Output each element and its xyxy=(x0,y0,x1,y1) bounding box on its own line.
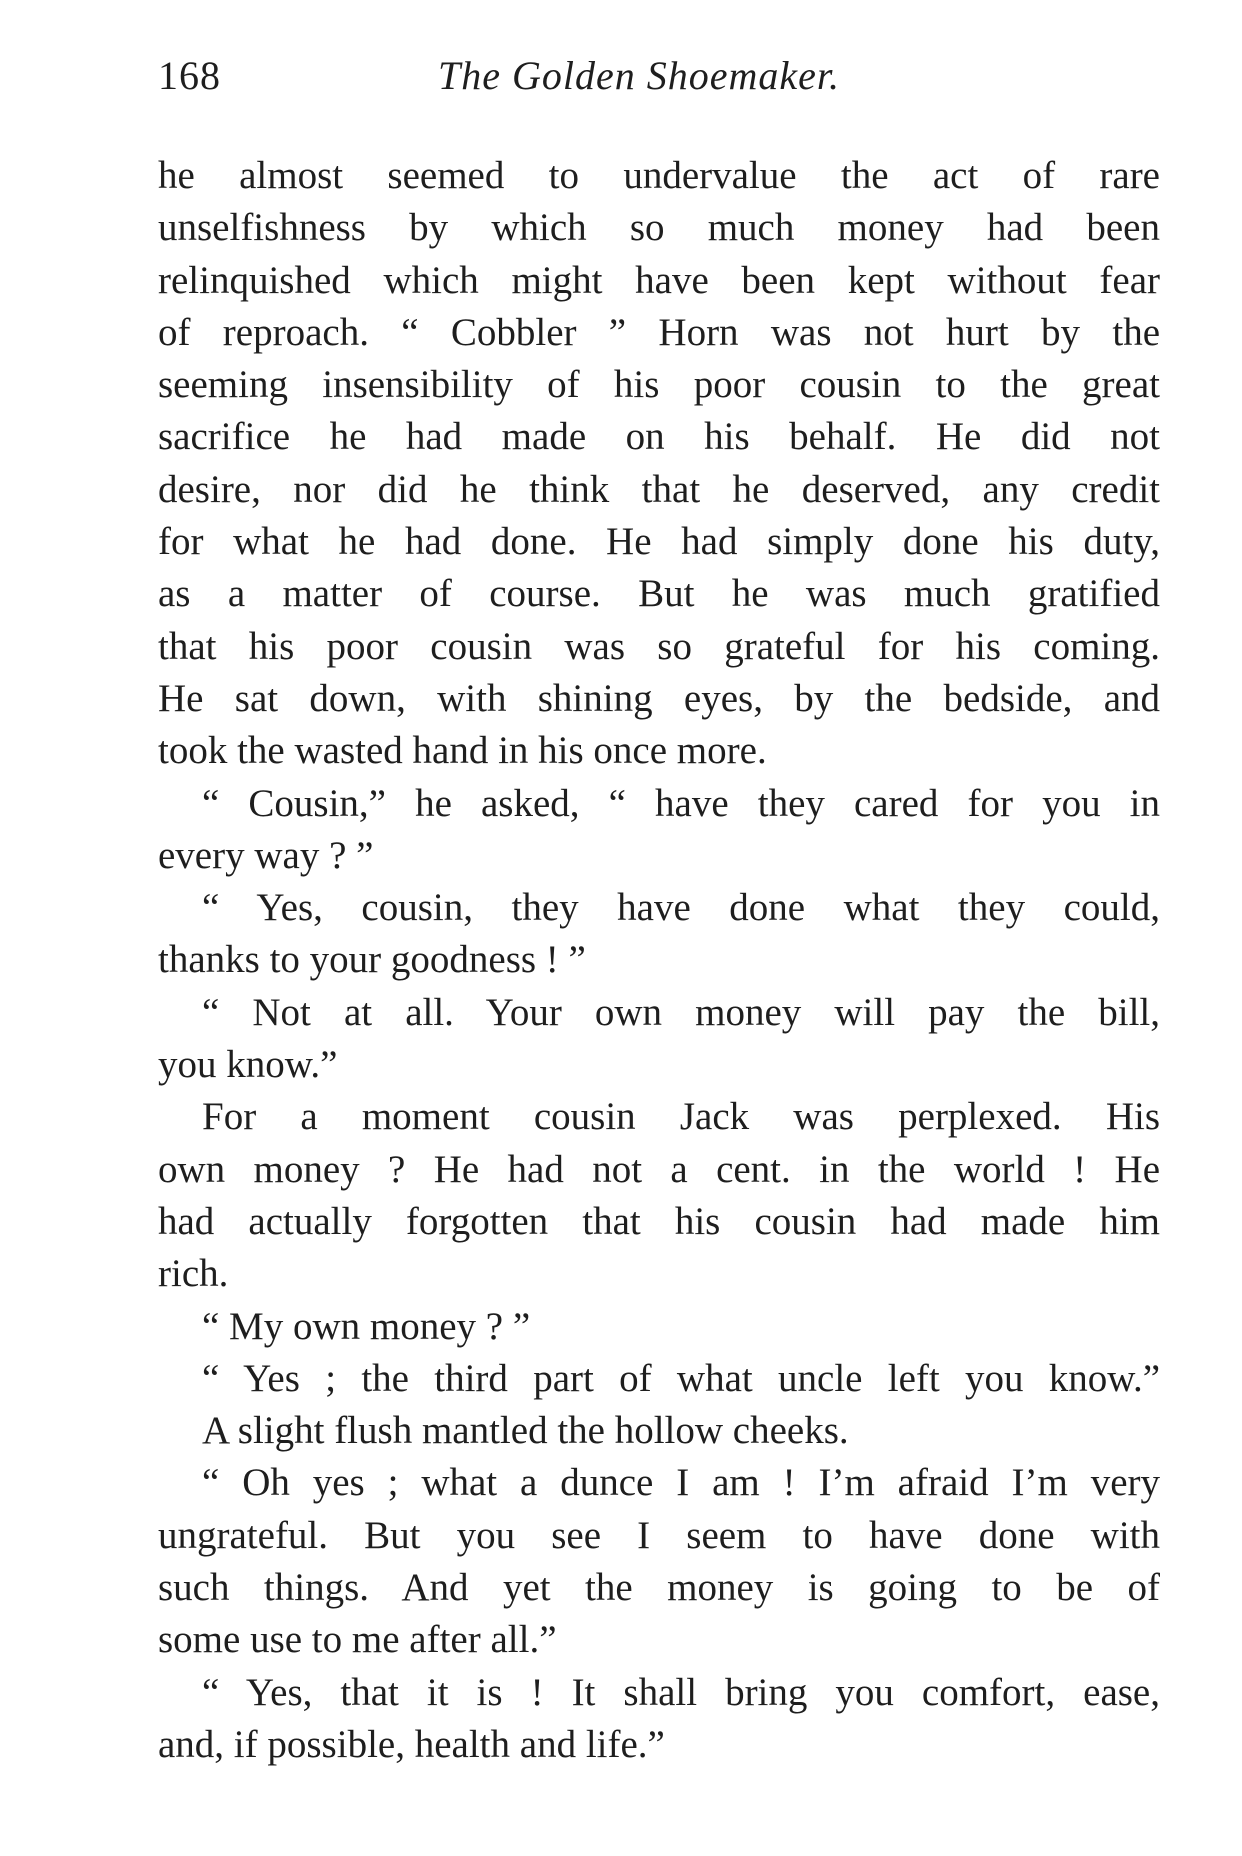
text-line: every way ? ” xyxy=(158,833,374,877)
text-line: A slight flush mantled the hollow cheeks. xyxy=(202,1409,849,1453)
text-line: relinquished which might have been kept without fear xyxy=(158,258,1160,302)
text-line: He sat down, with shining eyes, by the bedside, and xyxy=(158,676,1160,720)
text-line: “ Cousin,” he asked, “ have they cared for you in xyxy=(202,781,1160,825)
text-line: and, if possible, health and life.” xyxy=(158,1722,665,1766)
text-line: of reproach. “ Cobbler ” Horn was not hurt by the xyxy=(158,310,1160,354)
text-line: that his poor cousin was so grateful for his coming. xyxy=(158,624,1160,668)
text-line: “ Yes, that it is ! It shall bring you comfort, ease, xyxy=(202,1670,1160,1714)
text-line: some use to me after all.” xyxy=(158,1618,557,1662)
text-line: rich. xyxy=(158,1252,229,1296)
text-line: own money ? He had not a cent. in the world ! He xyxy=(158,1147,1160,1191)
text-line: sacrifice he had made on his behalf. He did not xyxy=(158,415,1160,459)
text-line: “ Yes ; the third part of what uncle left you know.” xyxy=(202,1356,1160,1400)
text-line: took the wasted hand in his once more. xyxy=(158,729,767,773)
body-text xyxy=(158,150,1160,1771)
text-line: ungrateful. But you see I seem to have done with xyxy=(158,1513,1160,1557)
text-line: seeming insensibility of his poor cousin to the great xyxy=(158,363,1160,407)
text-line: “ My own money ? ” xyxy=(202,1304,531,1348)
page-header xyxy=(158,52,1160,112)
text-line: “ Yes, cousin, they have done what they could, xyxy=(202,886,1160,930)
text-line: For a moment cousin Jack was perplexed. His xyxy=(202,1095,1160,1139)
text-line: such things. And yet the money is going to be of xyxy=(158,1566,1160,1610)
page-number: 168 xyxy=(158,53,221,98)
text-line: “ Not at all. Your own money will pay the bill, xyxy=(202,990,1160,1034)
running-title: The Golden Shoemaker. xyxy=(438,53,841,98)
text-line: as a matter of course. But he was much gratified xyxy=(158,572,1160,616)
text-line: thanks to your goodness ! ” xyxy=(158,938,586,982)
text-line: unselfishness by which so much money had been xyxy=(158,206,1160,250)
text-line: had actually forgotten that his cousin had made him xyxy=(158,1199,1160,1243)
text-line: you know.” xyxy=(158,1043,338,1087)
text-line: desire, nor did he think that he deserved, any credit xyxy=(158,467,1160,511)
text-line: “ Oh yes ; what a dunce I am ! I’m afraid I’m very xyxy=(202,1461,1160,1505)
text-line: for what he had done. He had simply done his duty, xyxy=(158,520,1160,564)
text-line: he almost seemed to undervalue the act of rare xyxy=(158,154,1160,197)
